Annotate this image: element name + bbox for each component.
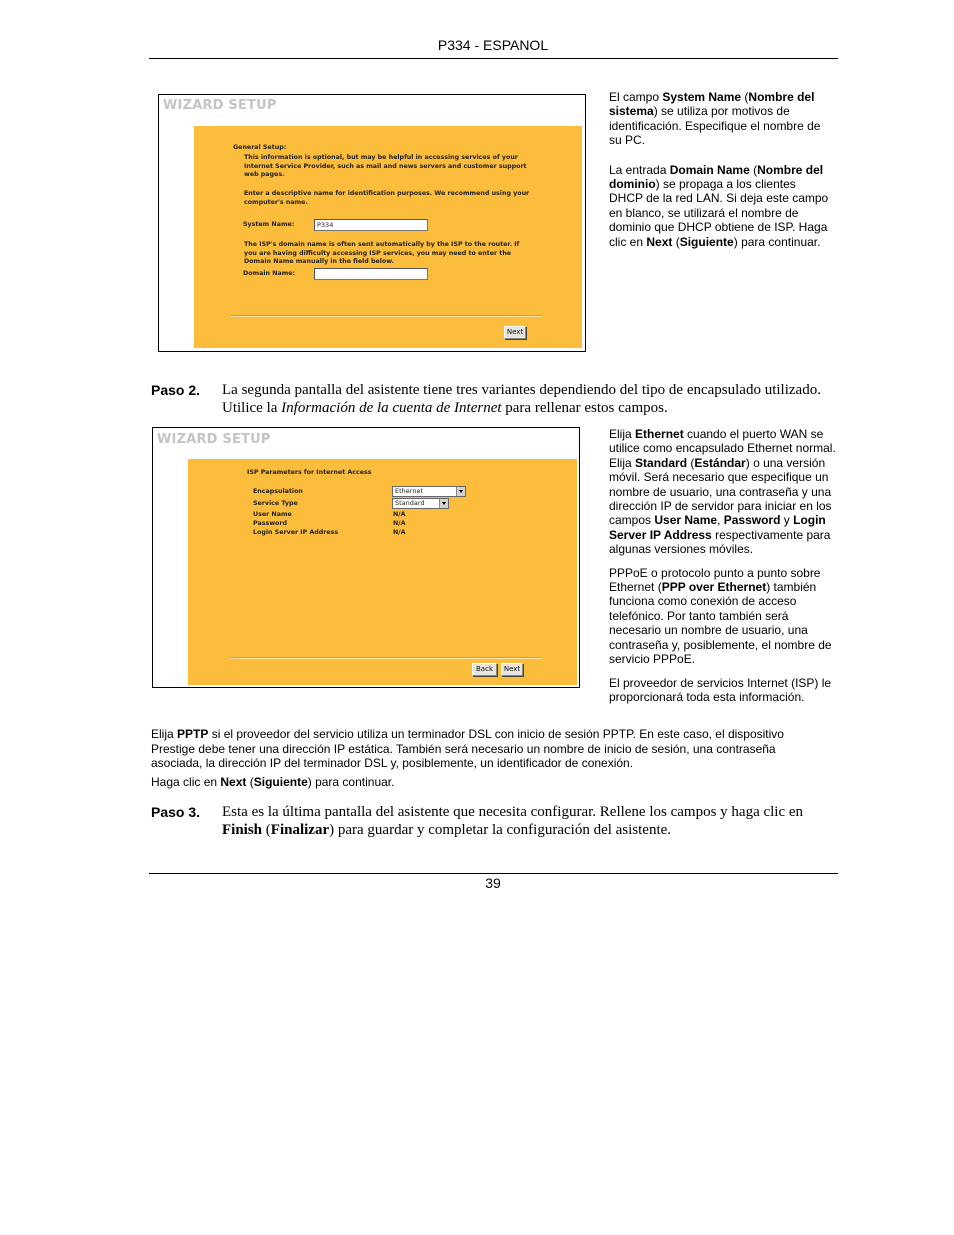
service-type-label: Service Type (253, 500, 298, 507)
page-number: 39 (485, 875, 501, 891)
encapsulation-select[interactable]: Ethernet (392, 486, 466, 497)
chevron-down-icon (439, 499, 448, 508)
password-value: N/A (393, 520, 406, 527)
wizard-panel (194, 126, 582, 348)
ethernet-description: Elija Ethernet cuando el puerto WAN se utilice como encapsulado Ethernet normal. Elija Standard (Estándar) o una versión móvil. Será necesario que especifique un nombre de usuario, una contraseña y una dirección IP de servidor para iniciar en los campos User Name, Password y Login Server IP Address respectivamente para algunas versiones móviles. (609, 427, 836, 557)
isp-info-description: El proveedor de servicios Internet (ISP) le proporcionará toda esta información. (609, 675, 832, 704)
isp-domain-text: The ISP's domain name is often sent automatically by the ISP to the router. If you are having difficulty accessing ISP services, you may need to enter the Domain Name manually in the field below. (244, 241, 520, 266)
domain-name-description: La entrada Domain Name (Nombre del dominio) se propaga a los clientes DHCP de la red LAN. Si deja este campo en blanco, se utilizará el nombre de dominio que DHCP obtiene de ISP. Haga clic en Next (Siguiente) para continuar. (609, 162, 829, 249)
footer-rule (149, 873, 838, 874)
step-3-label: Paso 3. (151, 804, 201, 820)
login-server-ip-value: N/A (393, 529, 406, 536)
system-name-description: El campo System Name (Nombre del sistema) se utiliza por motivos de identificación. Especifique el nombre de su PC. (609, 90, 821, 148)
user-name-label: User Name (253, 511, 292, 518)
wizard-screenshot-isp-parameters (152, 427, 580, 688)
system-name-label: System Name: (243, 221, 295, 228)
step-3-text: Esta es la última pantalla del asistente que necesita configurar. Rellene los campos y haga clic en Finish (Finalizar) para guardar y completar la configuración del asistente. (222, 804, 804, 838)
chevron-down-icon (456, 487, 465, 496)
wizard-title: WIZARD SETUP (163, 98, 277, 113)
system-name-input[interactable]: P334 (314, 219, 428, 231)
step-2-label: Paso 2. (151, 382, 201, 398)
info-text: This information is optional, but may be helpful in accessing services of your Internet Service Provider, such as mail and news servers and customer support web pages. (244, 154, 527, 179)
header-rule (149, 58, 838, 59)
wizard-panel (188, 459, 577, 685)
step-2-text: La segunda pantalla del asistente tiene tres variantes dependiendo del tipo de encapsulado utilizado. Utilice la Información de la cuenta de Internet para rellenar estos campos. (222, 382, 821, 416)
general-setup-heading: General Setup: (233, 144, 287, 151)
service-type-select[interactable]: Standard (392, 498, 449, 509)
user-name-value: N/A (393, 511, 406, 518)
login-server-ip-label: Login Server IP Address (253, 529, 339, 536)
panel-divider (230, 657, 542, 659)
domain-name-label: Domain Name: (243, 270, 296, 277)
page-header-title: P334 - ESPANOL (437, 37, 549, 53)
next-instruction: Haga clic en Next (Siguiente) para continuar. (151, 775, 395, 789)
pptp-description: Elija PPTP si el proveedor del servicio utiliza un terminador DSL con inicio de sesión PPTP. En este caso, el dispositivo Prestige debe tener una dirección IP estática. También será necesario un nombre de inicio de sesión, una contraseña asociada, la dirección IP del terminador DSL y, posiblemente, un identificador de conexión. (151, 727, 784, 771)
side-text-2 (609, 427, 837, 704)
pppoe-description: PPPoE o protocolo punto a punto sobre Ethernet (PPP over Ethernet) también funciona como conexión de acceso telefónico. Por tanto también será necesario un nombre de usuario, una contraseña y, posiblemente, el nombre de servicio PPPoE. (609, 565, 832, 667)
wizard-title: WIZARD SETUP (157, 432, 271, 447)
back-button[interactable]: Back (472, 663, 497, 676)
panel-divider (231, 315, 541, 317)
domain-name-input[interactable] (314, 268, 428, 280)
wizard-screenshot-general-setup (158, 94, 586, 352)
encapsulation-label: Encapsulation (253, 488, 303, 495)
side-text-1 (609, 90, 829, 249)
next-button[interactable]: Next (504, 326, 526, 339)
isp-parameters-heading: ISP Parameters for Internet Access (247, 469, 372, 476)
password-label: Password (253, 520, 287, 527)
descriptive-name-text: Enter a descriptive name for identification purposes. We recommend using your computer's name. (244, 190, 530, 206)
next-button[interactable]: Next (501, 663, 523, 676)
